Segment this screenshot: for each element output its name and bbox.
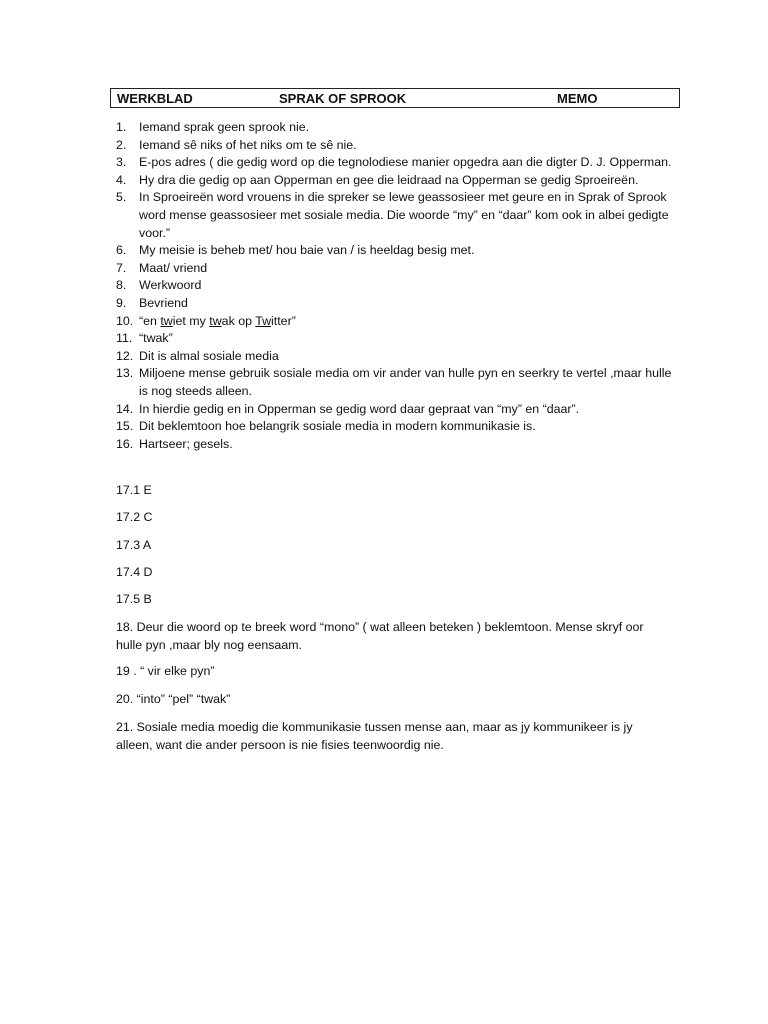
answer-17-3: 17.3 A: [116, 538, 152, 552]
answer-19: 19 . “ vir elke pyn”: [116, 664, 215, 678]
answer-20: 20. “into” “pel” “twak”: [116, 692, 231, 706]
list-item: 1. Iemand sprak geen sprook nie.: [116, 120, 310, 134]
list-item: 4. Hy dra die gedig op aan Opperman en gee die leidraad na Opperman se gedig Sproeireën.: [116, 172, 639, 187]
header-worksheet-label: WERKBLAD: [117, 91, 193, 106]
list-item: 12. Dit is almal sosiale media: [116, 348, 279, 363]
list-item: 7. Maat/ vriend: [116, 260, 208, 275]
list-item: 6. My meisie is beheb met/ hou baie van / is heeldag besig met.: [116, 243, 475, 258]
answer-18: 18. Deur die woord op te breek word “mono” ( wat alleen beteken ) beklemtoon. Mense skryf oor hulle pyn ,maar bly nog eensaam.: [116, 620, 644, 652]
answer-17-4: 17.4 D: [116, 565, 153, 579]
list-item: 9. Bevriend: [116, 295, 188, 310]
list-item: 2. Iemand sê niks of het niks om te sê nie.: [116, 137, 357, 152]
list-item: 8. Werkwoord: [116, 278, 202, 293]
worksheet-header: [110, 88, 680, 108]
list-item: 10. “en twiet my twak op Twitter”: [116, 313, 296, 328]
answer-17-5: 17.5 B: [116, 592, 152, 606]
answer-21: 21. Sosiale media moedig die kommunikasie tussen mense aan, maar as jy kommunikeer is jy alleen, want die ander persoon is nie fisies teenwoordig nie.: [116, 720, 633, 752]
list-item: 14. In hierdie gedig en in Opperman se gedig word daar gepraat van “my” en “daar”.: [116, 401, 580, 416]
list-item: 11. “twak”: [116, 331, 173, 346]
header-memo-label: MEMO: [557, 91, 598, 106]
list-item: 5. In Sproeireën word vrouens in die spreker se lewe geassosieer met geure en in Sprak of Sprook word mense geassosieer met sosiale media. Die woorde “my” en “daar” kom ook in albei gedigte voor.”: [116, 190, 669, 240]
list-item: 16. Hartseer; gesels.: [116, 436, 233, 451]
list-item: 15. Dit beklemtoon hoe belangrik sosiale media in modern kommunikasie is.: [116, 419, 536, 434]
answer-17-2: 17.2 C: [116, 510, 153, 524]
answer-list: [116, 119, 676, 453]
list-item: 3. E-pos adres ( die gedig word op die tegnolodiese manier opgedra aan die digter D. J. Opperman.: [116, 155, 672, 170]
answer-17-1: 17.1 E: [116, 483, 152, 497]
list-item: 13. Miljoene mense gebruik sosiale media om vir ander van hulle pyn en seerkry te vertel ,maar hulle is nog steeds alleen.: [116, 366, 672, 398]
header-title: SPRAK OF SPROOK: [279, 91, 407, 106]
